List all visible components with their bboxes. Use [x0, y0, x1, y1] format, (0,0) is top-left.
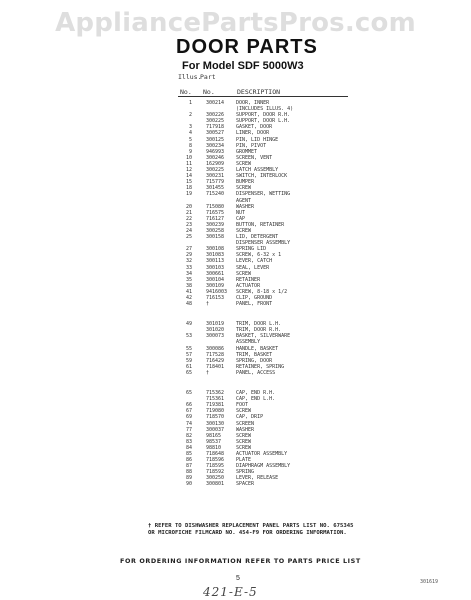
part-number: 300104	[206, 276, 225, 283]
part-number: 301020	[206, 327, 225, 334]
header-rule	[178, 96, 348, 97]
part-number: 716429	[206, 357, 225, 364]
part-number: 98165	[206, 432, 222, 439]
illus-key: 42	[185, 295, 192, 301]
illus-key: 53	[185, 333, 192, 340]
illus-key: 49	[185, 321, 192, 328]
illus-key: 14	[185, 173, 192, 180]
part-description: SUPPORT, DOOR R.H.	[236, 112, 291, 119]
illus-key: 85	[185, 450, 192, 457]
part-number: 300225	[206, 118, 225, 125]
list-gap	[178, 307, 358, 321]
part-description: SPACER	[236, 481, 255, 488]
illus-key: 90	[185, 481, 192, 488]
part-description: ACTUATOR	[236, 282, 261, 289]
part-description: DISPENSER ASSEMBLY	[236, 240, 291, 247]
part-number: 300801	[206, 481, 225, 488]
part-description: CLIP, GROUND	[236, 295, 273, 301]
part-description: SUPPORT, DOOR L.H.	[236, 118, 291, 125]
part-description: WASHER	[236, 426, 255, 433]
part-number: 9416003	[206, 288, 228, 295]
part-number: 717918	[206, 124, 225, 131]
part-description: BUTTON, RETAINER	[236, 221, 285, 228]
part-description: PLATE	[236, 457, 252, 464]
illus-key: 89	[185, 475, 192, 482]
illus-key: 77	[185, 426, 192, 433]
part-number: 715362	[206, 390, 225, 397]
part-number: 716127	[206, 215, 225, 222]
part-description: SCREW	[236, 444, 252, 451]
illus-key: 38	[185, 282, 192, 289]
part-description: SWITCH, INTERLOCK	[236, 173, 288, 180]
illus-key: 18	[185, 185, 192, 192]
part-description: SCREW	[236, 438, 252, 445]
part-description: BASKET, SILVERWARE	[236, 333, 291, 340]
part-description: GASKET, DOOR	[236, 124, 273, 131]
part-number: 715361	[206, 396, 225, 403]
part-number: 300109	[206, 282, 225, 289]
part-description: SCREW	[236, 408, 252, 415]
part-number: 300158	[206, 234, 225, 241]
part-description: SCREEN	[236, 420, 255, 427]
part-description: NUT	[236, 209, 246, 216]
part-number: 301019	[206, 321, 225, 328]
part-description: CAP	[236, 215, 246, 222]
parts-list	[178, 100, 358, 488]
illus-key: 61	[185, 363, 192, 370]
illus-key: 5	[188, 136, 192, 143]
illus-key: 55	[185, 345, 192, 352]
illus-key: 1	[188, 100, 192, 106]
part-description: TRIM, DOOR R.H.	[236, 327, 282, 334]
handwritten-note: 421-E-5	[203, 585, 258, 599]
part-description: TRIM, BASKET	[236, 351, 273, 358]
part-description: SPRING LID	[236, 246, 267, 253]
illus-key: 3	[188, 124, 192, 131]
illus-key: 65	[185, 390, 192, 397]
part-number: 719080	[206, 408, 225, 415]
illus-key: 65	[185, 369, 192, 376]
part-number: 300234	[206, 142, 225, 149]
part-description: ACTUATOR ASSEMBLY	[236, 450, 288, 457]
illus-key: 41	[185, 288, 192, 295]
part-number: 718592	[206, 469, 225, 476]
part-number: †	[206, 301, 210, 308]
part-number: 162909	[206, 160, 225, 167]
part-description: SCREW, 6-32 x 1	[236, 252, 282, 259]
part-number: 300125	[206, 136, 225, 143]
illus-key: 66	[185, 402, 192, 409]
illus-key: 12	[185, 167, 192, 174]
part-description: PANEL, ACCESS	[236, 369, 276, 376]
part-description: SCREW, 8-18 x 1/2	[236, 288, 288, 295]
part-number: 718596	[206, 457, 225, 464]
illus-key: 57	[185, 351, 192, 358]
part-description: SCREW	[236, 432, 252, 439]
list-gap	[178, 376, 358, 390]
illus-key: 22	[185, 215, 192, 222]
illus-key: 24	[185, 227, 192, 234]
part-number: 300527	[206, 130, 225, 137]
part-number: 301083	[206, 252, 225, 259]
illus-key: 48	[185, 301, 192, 308]
part-description: CAP, DRIP	[236, 414, 264, 421]
illus-key: 74	[185, 420, 192, 427]
part-description: PIN, LID HINGE	[236, 136, 279, 143]
part-number: 718401	[206, 363, 225, 370]
part-number: 300108	[206, 246, 225, 253]
part-description: TRIM, DOOR L.H.	[236, 321, 282, 328]
illus-key: 34	[185, 270, 192, 277]
part-number: 98810	[206, 444, 222, 451]
part-number: 300113	[206, 258, 225, 265]
illus-key: 33	[185, 264, 192, 271]
part-description: SPRING, DOOR	[236, 357, 273, 364]
part-number: †	[206, 369, 210, 376]
illus-key: 19	[185, 191, 192, 198]
illus-key: 88	[185, 469, 192, 476]
illus-key: 25	[185, 234, 192, 241]
part-number: 715080	[206, 203, 225, 210]
part-description: SCREW	[236, 270, 252, 277]
illus-key: 69	[185, 414, 192, 421]
part-number: 300103	[206, 264, 225, 271]
model-subtitle: For Model SDF 5000W3	[182, 60, 304, 72]
ordering-note: FOR ORDERING INFORMATION REFER TO PARTS PRICE LIST	[120, 557, 361, 565]
part-number: 98537	[206, 438, 222, 445]
part-number: 300661	[206, 270, 225, 277]
part-number: 715779	[206, 179, 225, 186]
part-description: BUMPER	[236, 179, 255, 186]
part-description: DOOR, INNER	[236, 100, 270, 106]
part-number: 717528	[206, 351, 225, 358]
part-number: 300231	[206, 173, 225, 180]
part-number: 300246	[206, 154, 225, 161]
list-item	[178, 481, 358, 487]
part-number: 946993	[206, 148, 225, 155]
illus-key: 67	[185, 408, 192, 415]
part-number: 300037	[206, 426, 225, 433]
illus-key: 4	[188, 130, 192, 137]
illus-key: 87	[185, 463, 192, 470]
illus-key: 23	[185, 221, 192, 228]
document-code: 301619	[420, 579, 439, 585]
part-description: HANDLE, BASKET	[236, 345, 279, 352]
illus-key: 20	[185, 203, 192, 210]
part-description: ASSEMBLY	[236, 339, 261, 346]
part-description: (INCLUDES ILLUS. 4)	[236, 106, 294, 113]
illus-key: 15	[185, 179, 192, 186]
part-description: SCREW	[236, 227, 252, 234]
header-description: DESCRIPTION	[237, 88, 281, 96]
part-number: 300086	[206, 345, 225, 352]
part-description: CAP, END L.H.	[236, 396, 276, 403]
part-number: 301455	[206, 185, 225, 192]
part-description: RETAINER, SPRING	[236, 363, 285, 370]
part-description: SCREW	[236, 185, 252, 192]
part-number: 300225	[206, 167, 225, 174]
part-description: LINER, DOOR	[236, 130, 270, 137]
illus-key: 11	[185, 160, 192, 167]
part-description: PIN, PIVOT	[236, 142, 267, 149]
illus-key: 86	[185, 457, 192, 464]
header-illus: Illus.	[178, 73, 202, 81]
part-description: WASHER	[236, 203, 255, 210]
part-description: GROMMET	[236, 148, 258, 155]
part-description: FOOT	[236, 402, 249, 409]
illus-key: 29	[185, 252, 192, 259]
watermark-text: AppliancePartsPros.com	[55, 8, 416, 38]
illus-key: 10	[185, 154, 192, 161]
part-number: 718570	[206, 414, 225, 421]
part-number: 718648	[206, 450, 225, 457]
illus-key: 59	[185, 357, 192, 364]
part-description: CAP, END R.H.	[236, 390, 276, 397]
part-number: 300250	[206, 475, 225, 482]
part-description: SCREW	[236, 160, 252, 167]
part-description: SPRING	[236, 469, 255, 476]
illus-key: 82	[185, 432, 192, 439]
illus-key: 27	[185, 246, 192, 253]
part-number: 300130	[206, 420, 225, 427]
illus-key: 9	[188, 148, 192, 155]
part-description: LATCH ASSEMBLY	[236, 167, 279, 174]
part-description: SEAL, LEVER	[236, 264, 270, 271]
page-title: DOOR PARTS	[176, 36, 318, 58]
part-description: PANEL, FRONT	[236, 301, 273, 308]
part-number: 716153	[206, 295, 225, 301]
illus-key: 35	[185, 276, 192, 283]
header-part: Part	[200, 73, 216, 81]
part-number: 719381	[206, 402, 225, 409]
part-number: 300258	[206, 227, 225, 234]
part-number: 715240	[206, 191, 225, 198]
part-description: DISPENSER, WETTING	[236, 191, 291, 198]
illus-key: 21	[185, 209, 192, 216]
page-number: 5	[236, 575, 240, 582]
illus-key: 32	[185, 258, 192, 265]
illus-key: 2	[188, 112, 192, 119]
footnote: † REFER TO DISHWASHER REPLACEMENT PANEL PARTS LIST NO. 675345 OR MICROFICHE FILMCARD NO. 454-F9 FOR ORDERING INFORMATION.	[148, 523, 354, 536]
part-description: LEVER, CATCH	[236, 258, 273, 265]
part-description: SCREEN, VENT	[236, 154, 273, 161]
illus-key: 83	[185, 438, 192, 445]
part-number: 300239	[206, 221, 225, 228]
part-number: 718595	[206, 463, 225, 470]
part-description: DIAPHRAGM ASSEMBLY	[236, 463, 291, 470]
part-number: 300226	[206, 112, 225, 119]
header-illus-no: No.	[180, 88, 192, 96]
part-description: LEVER, RELEASE	[236, 475, 279, 482]
header-part-no: No.	[203, 88, 215, 96]
part-description: AGENT	[236, 197, 252, 204]
part-number: 300073	[206, 333, 225, 340]
part-number: 300214	[206, 100, 225, 106]
illus-key: 8	[188, 142, 192, 149]
illus-key: 84	[185, 444, 192, 451]
part-number: 716575	[206, 209, 225, 216]
part-description: RETAINER	[236, 276, 261, 283]
part-description: LID, DETERGENT	[236, 234, 279, 241]
